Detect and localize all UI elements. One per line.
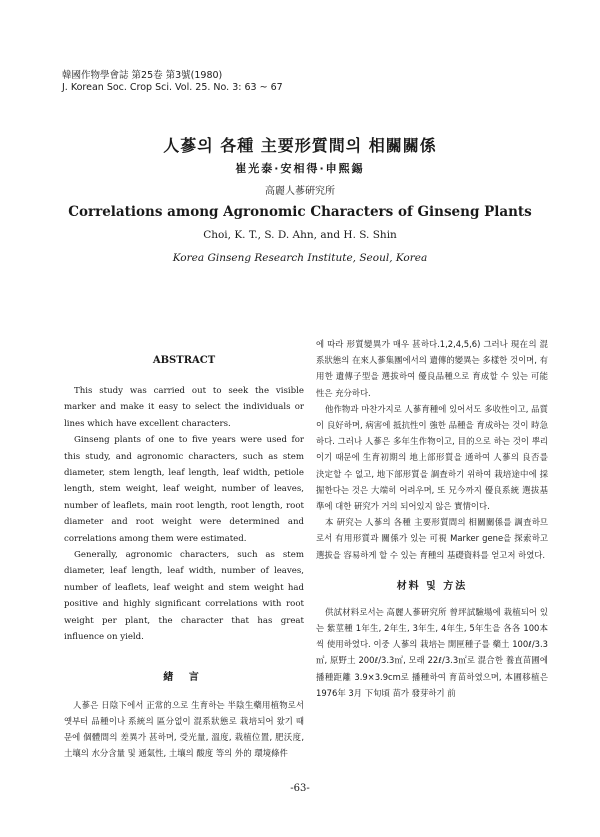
methods-paragraph: 供試材料로서는 高麗人蔘硏究所 曾坪試驗場에 栽植되어 있는 紫莖種 1年生, 2年生, 3年生, 4年生, 5年生을 各各 100本씩 使用하였다. 이중 人蔘의 栽培는 開匣種子를 藥土 100ℓ/3.3㎡, 原野土 200ℓ/3.3㎡, 모래 22ℓ/3.3㎡로 混合한 養直苗圃에 播種距離 3.9×3.9cm로 播種하여 育苗하였으며, 本圃移植은 1976年 3月 下旬頃 苗가 發芽하기 前 [316,606,548,698]
abstract-body [64,383,304,646]
introduction-paragraph-3: 本 硏究는 人蔘의 各種 主要形質間의 相關關係를 調査하므로서 有用形質과 關係가 있는 可視 Marker gene을 探索하고 選拔을 容易하게 할 수 있는 育種의 基礎資料를 얻고저 하였다. [316,517,548,560]
introduction-continued [316,336,548,563]
journal-header [62,70,283,94]
introduction-body [64,697,304,762]
title-korean: 人蔘의 各種 主要形質間의 相關關係 [163,136,437,155]
abstract-paragraph-1: This study was carried out to seek the visible marker and make it easy to select the individuals or lines which have excellent characters. [64,386,304,429]
page-number: -63- [290,783,310,794]
title-english: Correlations among Agronomic Characters of Ginseng Plants [68,204,532,220]
abstract-paragraph-3: Generally, agronomic characters, such as stem diameter, leaf length, leaf width, number of leaves, number of leaflets, leaf weight and stem weight had positive and highly significant correlations with root weight per plant, the character that has great influence on yield. [64,550,304,643]
journal-line-korean: 韓國作物學會誌 第25卷 第3號(1980) [62,70,223,81]
methods-heading: 材料 및 方法 [396,580,468,592]
right-column [316,336,548,701]
introduction-heading: 緖 言 [163,671,205,683]
left-column [64,355,304,761]
introduction-paragraph-2: 他作物과 마찬가지로 人蔘育種에 있어서도 多收性이고, 品質이 良好하며, 病害에 抵抗性이 強한 品種을 育成하는 것이 時急하다. 그러나 人蔘은 多年生作物이고, 目的으로 하는 것이 뿌리이기 때문에 生育初期의 地上部形質을 通하여 人蔘의 良否를 決定할 수 없고, 地下部形質을 調査하기 위하여 栽培途中에 採掘한다는 것은 大端히 어려우며, 또 兄今까지 優良系統 選拔基準에 대한 硏究가 거의 되어있지 않은 實情이다. [316,403,548,512]
institute-english: Korea Ginseng Research Institute, Seoul, Korea [172,252,428,264]
institute-korean: 高麗人蔘硏究所 [265,186,335,197]
journal-line-english: J. Korean Soc. Crop Sci. Vol. 25. No. 3: 63 ~ 67 [62,82,283,93]
authors-english: Choi, K. T., S. D. Ahn, and H. S. Shin [203,229,397,241]
introduction-paragraph: 人蔘은 日陰下에서 正常的으로 生育하는 半陰生藥用植物로서 옛부터 品種이나 系統의 區分없이 混系狀態로 栽培되어 왔기 때문에 個體間의 差異가 甚하며, 受光量, 溫度, 栽植位置, 肥沃度, 土壤의 水分含量 및 通氣性, 土壤의 酸度 等의 外的 環境條件 [64,699,304,759]
methods-body [316,604,548,701]
abstract-heading: ABSTRACT [152,355,216,366]
authors-korean: 崔光泰·安相得·申熙錫 [235,162,365,175]
abstract-paragraph-2: Ginseng plants of one to five years were used for this study, and agronomic characters, such as stem diameter, stem length, leaf length, leaf width, petiole length, stem weight, leaf weight, number of leaves, number of leaflets, main root length, root length, root diameter and root weight were determined and correlations among them were estimated. [64,435,304,544]
introduction-paragraph-continued: 에 따라 形質變異가 매우 甚하다.1,2,4,5,6) 그러나 現在의 混系狀態의 在來人蔘集團에서의 遺傳的變異는 多樣한 것이며, 有用한 遺傳子型을 選拔하여 優良品種으로 育成할 수 있는 可能性은 充分하다. [316,339,548,398]
